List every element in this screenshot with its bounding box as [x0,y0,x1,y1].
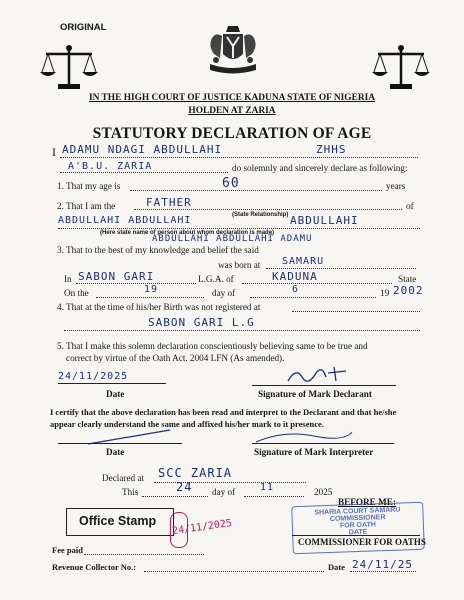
subject-fullname-handwritten: ABDULLAHI ABDULLAHI ADAMU [152,234,313,244]
born-at-label: was born at [218,260,261,270]
court-stamp-line-4: DATE [348,528,368,537]
document-title: STATUTORY DECLARATION OF AGE [92,125,372,142]
age-value-handwritten: 60 [222,176,240,191]
on-the-label: On the [64,288,89,298]
fee-paid-label: Fee paid [52,545,83,555]
subject-name-handwritten: ABDULLAHI ABDULLAHI [58,215,192,226]
declarant-address-handwritten: A'B.U. ZARIA [68,161,153,172]
court-line-1: IN THE HIGH COURT OF JUSTICE KADUNA STATE OF NIGERIA [88,93,376,103]
this-label: This [122,487,139,497]
commissioner-label: COMMISSIONER FOR OATHS [298,537,426,547]
state-label: State [398,274,417,284]
declaration-date-handwritten: 24/11/2025 [58,371,129,382]
declared-at-label: Declared at [102,473,145,483]
lga-value-handwritten: SABON GARI [78,270,155,283]
i-prefix: I [52,145,56,159]
date-label: Date [106,389,125,399]
court-stamp-line-3: FOR OATH [339,521,377,530]
footer-date-label: Date [328,562,345,572]
coat-of-arms-icon [204,22,262,78]
declarant-signature-icon [286,363,358,385]
solemn-line-2: correct by virtue of the Oath Act. 2004 LFN (As amended). [66,353,285,363]
declared-year: 2025 [314,487,333,497]
declarant-place-handwritten: ZHHS [316,143,347,156]
office-stamp-label: Office Stamp [79,514,157,528]
scales-of-justice-icon [372,44,430,90]
relation-value-handwritten: FATHER [146,196,192,209]
mark-declarant-label: Signature of Mark Declarant [258,389,372,399]
relation-caption: (State Relationship) [232,212,289,218]
stamp-date-handwritten: 24/11/2025 [171,517,233,538]
registration-label: 4. That at the time of his/her Birth was not registered at [57,302,261,312]
in-label: In [64,274,72,284]
year-prefix: 19 [380,288,390,298]
original-label: ORIGINAL [60,22,107,33]
subject-caption: (Here state name of person about whom declaration is made) [100,230,275,236]
lga-label: L.G.A. of [198,274,234,284]
scales-of-justice-icon [40,44,98,90]
year-value-handwritten: 2002 [393,284,424,297]
revenue-collector-label: Revenue Collector No.: [52,562,137,572]
of-label: of [406,201,414,211]
years-label: years [386,181,406,191]
footer-date-handwritten: 24/11/25 [352,558,413,571]
office-stamp-box [66,508,174,536]
age-label: 1. That my age is [57,181,121,191]
mark-interpreter-label: Signature of Mark Interpreter [254,447,374,457]
declared-place-handwritten: SCC ZARIA [158,466,233,480]
day-value-handwritten: 19 [144,284,159,295]
born-place-handwritten: SAMARU [282,256,325,267]
registration-place-handwritten: SABON GARI L.G [148,316,255,329]
certify-line-1: I certify that the above declaration has been read and interpret to the Declarant and that he/she [50,407,397,417]
month-value-handwritten: 6 [292,284,300,295]
day-of-label: day of [212,288,236,298]
this-month-handwritten: 11 [260,482,275,493]
relation-label: 2. That I am the [57,201,116,211]
do-solemnly-text: do solemnly and sincerely declare as following: [232,163,408,173]
court-stamp-line-2: COMMISSIONER [329,514,386,523]
declarant-name-handwritten: ADAMU NDAGI ABDULLAHI [62,143,223,156]
certify-line-2: appear clearly understand the same and affixed his/her mark to it presence. [50,419,324,429]
before-me-label: BEFORE ME: [338,497,396,507]
date-label-2: Date [106,447,125,457]
day-of-label-2: day of [212,487,236,497]
this-day-handwritten: 24 [176,480,193,494]
court-stamp-line-1: SHARIA COURT SAMARU [314,506,401,517]
solemn-line-1: 5. That I make this solemn declaration conscientiously believing same to be true and [57,341,368,351]
subject-surname-handwritten: ABDULLAHI [290,214,359,227]
knowledge-label: 3. That to the best of my knowledge and belief the said [57,245,259,255]
interpreter-signature-icon [254,430,354,444]
court-line-2: HOLDEN AT ZARIA [188,106,276,116]
state-value-handwritten: KADUNA [272,270,318,283]
